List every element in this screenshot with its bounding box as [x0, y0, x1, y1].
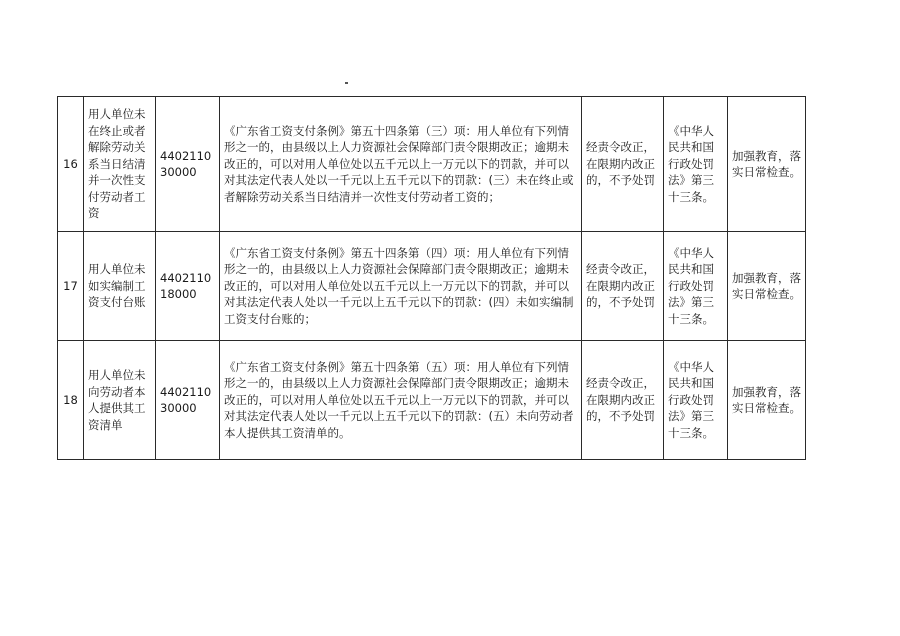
applicable-law: 《中华人民共和国行政处罚法》第三十三条。 [664, 341, 728, 460]
table-row [58, 232, 806, 341]
table-row [58, 341, 806, 460]
discretion-standard: 经责令改正，在限期内改正的，不予处罚 [582, 341, 664, 460]
applicable-law: 《中华人民共和国行政处罚法》第三十三条。 [664, 97, 728, 232]
follow-up-measure: 加强教育，落实日常检查。 [728, 97, 806, 232]
violation-item: 用人单位未如实编制工资支付台账 [84, 232, 156, 341]
item-code: 440211018000 [156, 232, 220, 341]
table-row [58, 97, 806, 232]
penalty-table [57, 96, 806, 460]
discretion-standard: 经责令改正，在限期内改正的，不予处罚 [582, 97, 664, 232]
follow-up-measure: 加强教育，落实日常检查。 [728, 232, 806, 341]
row-number: 18 [58, 341, 84, 460]
discretion-standard: 经责令改正，在限期内改正的，不予处罚 [582, 232, 664, 341]
scan-speck [345, 82, 348, 84]
legal-basis: 《广东省工资支付条例》第五十四条第（三）项：用人单位有下列情形之一的，由县级以上人力资源社会保障部门责令限期改正；逾期未改正的，可以对用人单位处以五千元以上一万元以下的罚款，并可以对其法定代表人处以一千元以上五千元以下的罚款：(三）未在终止或者解除劳动关系当日结清并一次性支付劳动者工资的； [220, 97, 582, 232]
legal-basis: 《广东省工资支付条例》第五十四条第（四）项：用人单位有下列情形之一的，由县级以上人力资源社会保障部门责令限期改正；逾期未改正的，可以对用人单位处以五千元以上一万元以下的罚款，并可以对其法定代表人处以一千元以上五千元以下的罚款：(四）未如实编制工资支付台账的； [220, 232, 582, 341]
applicable-law: 《中华人民共和国行政处罚法》第三十三条。 [664, 232, 728, 341]
item-code: 440211030000 [156, 97, 220, 232]
row-number: 17 [58, 232, 84, 341]
violation-item: 用人单位未向劳动者本人提供其工资清单 [84, 341, 156, 460]
legal-basis: 《广东省工资支付条例》第五十四条第（五）项：用人单位有下列情形之一的，由县级以上人力资源社会保障部门责令限期改正；逾期未改正的，可以对用人单位处以五千元以上一万元以下的罚款，并可以对其法定代表人处以一千元以上五千元以下的罚款：(五）未向劳动者本人提供其工资清单的。 [220, 341, 582, 460]
row-number: 16 [58, 97, 84, 232]
violation-item: 用人单位未在终止或者解除劳动关系当日结清并一次性支付劳动者工资 [84, 97, 156, 232]
follow-up-measure: 加强教育，落实日常检查。 [728, 341, 806, 460]
item-code: 440211030000 [156, 341, 220, 460]
